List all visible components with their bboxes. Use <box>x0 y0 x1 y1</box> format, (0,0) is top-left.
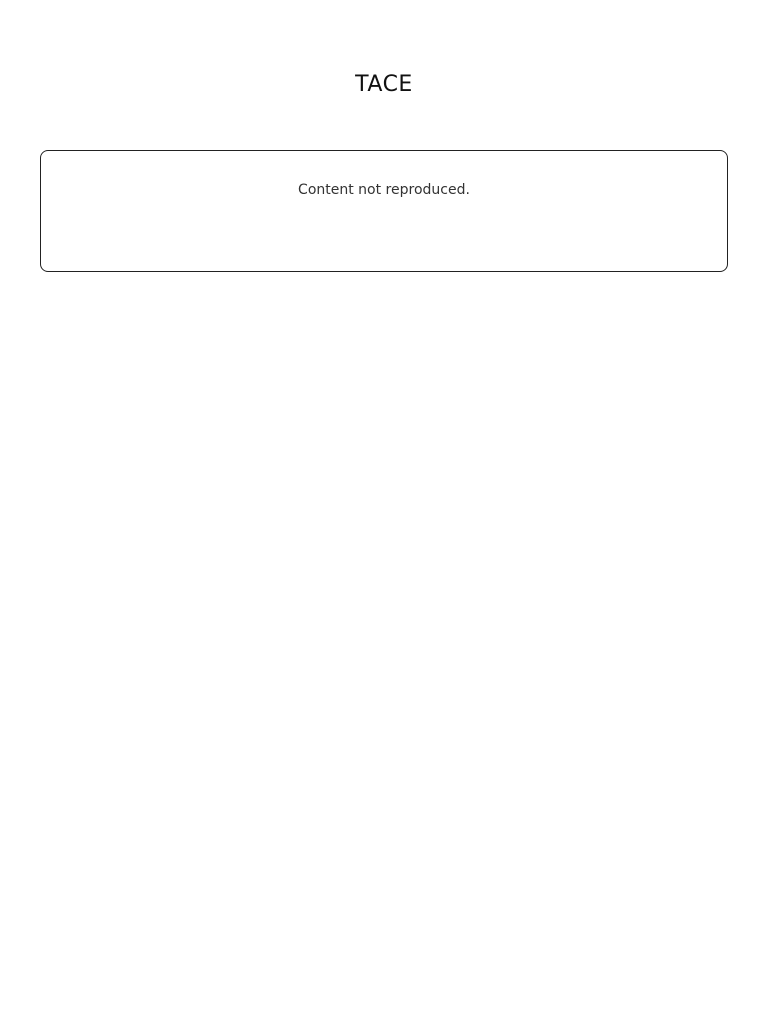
document-title: TACE <box>355 72 413 97</box>
placeholder-frame <box>40 150 728 272</box>
placeholder-note: Content not reproduced. <box>298 182 470 198</box>
